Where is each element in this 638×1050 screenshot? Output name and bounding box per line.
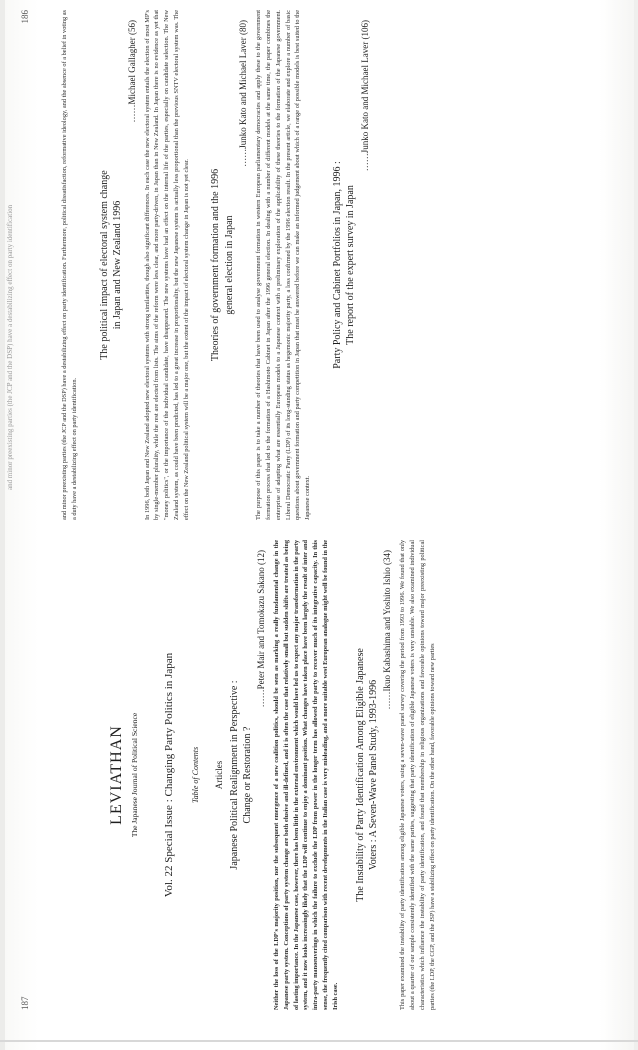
article-3 — [98, 10, 192, 520]
article-1-author: ……Peter Mair and Tomokazu Sakano (12) — [256, 550, 266, 708]
page-number-right: 186 — [20, 10, 30, 24]
article-4-title-line1: Theories of government formation and the 1996 — [210, 168, 222, 362]
article-2-title-line2: Voters : A Seven-Wave Panel Study, 1993-1996 — [368, 679, 380, 871]
article-2-title-line1: The Instability of Party Identification Among Eligible Japanese — [355, 648, 367, 902]
article-5-title-line1: Party Policy and Cabinet Portfolios in Japan, 1996 : — [331, 161, 343, 369]
page-number-left: 187 — [20, 996, 30, 1010]
article-3-title-line2: in Japan and New Zealand 1996 — [112, 200, 123, 330]
continuation-text: and minor preexisting parties (the JCP and the DSP) have a destabilizing effect on party identification. Furthermore, political dissatisfaction, reformative ideology, and the absence of a belief in voting as a duty have a destabilizing effect on party identification. — [61, 10, 78, 520]
article-3-author: ……Michael Gallagher (56) — [126, 20, 137, 123]
right-page — [20, 10, 620, 520]
article-2-abstract: This paper examined the instability of party identification among eligible Japanese voters, using a seven-wave panel survey covering the period from 1993 to 1996. We found that only about a quarter of our sample consistently identified with the same parties, suggesting that party identification of eligible Japanese voters is very unstable. We also examined individual characteristics which influence the instability of party identification, and found that membership in religious organizations and favorable opinions toward major preexisting political parties (the LDP, the CGP, and the JSP) have a stabilizing effect on party identification. On the other hand, favorable opinions toward new parties — [399, 540, 436, 1010]
issue-title: Vol. 22 Special Issue : Changing Party Politics in Japan — [163, 652, 175, 898]
article-4-author: ……Junko Kato and Michael Laver (80) — [238, 20, 249, 167]
article-1-title-line2: Change or Restoration ? — [242, 726, 253, 824]
toc-label: Table of Contents — [191, 746, 200, 804]
running-head: and minor preexisting parties (the JCP and the DSP) have a destabilizing effect on party identification — [6, 204, 14, 490]
article-2-author: ……Ikuo Kabashima and Yoshito Ishio (34) — [382, 550, 393, 710]
article-4 — [209, 10, 313, 520]
article-1 — [228, 540, 340, 1010]
article-5-author: ……Junko Kato and Michael Laver (106) — [359, 20, 370, 172]
article-5 — [331, 10, 370, 520]
article-4-abstract: The purpose of this paper is to take a number of theories that have been used to analyse government formation in western European parliamentary democracies and apply these to the government formation process that led to the formation of a Hashimoto Cabinet in Japan after the 1996 general election. In dealing with a number of different models at the same time, the paper combines the enterprise of adapting what are essentially European models to a Japanese context with a preliminary exploration of the applicability of these theories to the formation of the Japanese government. Liberal Democratic Party (LDP) of its long-standing status as hegemonic majority party, a loss confirmed by the 1996 election result. In the present article, we elaborate and explore a number of basic questions about government formation and party competition in Japan that must be answered before we can make an informed judgement about which of a range of possible models is best suited to the Japanese context. — [255, 10, 311, 520]
article-1-title-line1: Japanese Political Realignment in Perspective : — [229, 680, 240, 870]
article-3-abstract: In 1996, both Japan and New Zealand adopted new electoral systems with strong similarities, though also significant differences. In each case the new electoral system entails the election of most MP's by single-member plurality, while the rest are elected from lists. The aims of the reform were less clear, and more party-driven, in Japan than in New Zealand. In Japan there is no evidence as yet that "money politics", or the importance of the individual candidate, have disappeared. The new systems have had an effect on the internal life of the parties, especially on candidate selection. The New Zealand system, as could have been predicted, has led to a great increase in proportionality, but the new Japanese system is actually less proportional than the previous SNTV electoral system was. The effect on the New Zealand political system will be a major one, but the extent of the impact of electoral system change in Japan is not yet clear. — [143, 10, 190, 520]
bottom-scan-line — [0, 1040, 638, 1042]
journal-subtitle: The Japanese Journal of Political Science — [130, 712, 139, 838]
article-3-title-line1: The political impact of electoral system change — [98, 170, 110, 360]
article-2 — [354, 540, 437, 1010]
articles-heading: Articles — [214, 760, 224, 790]
article-1-abstract: Neither the loss of the LDP's majority position, nor the subsequent emergence of a new coalition politics, should be seen as marking a really fundamental change in the Japanese party system. Conceptions of party system change are both elusive and ill-defined, and it is often the case that relatively small but sudden shifts are treated as being of lasting importance. In the Japanese case, however, there has been little in the external environment which would have led us to expect any major transformation in the party system, and it now looks increasingly likely that the LDP will continue to enjoy a dominant position. What changes have taken place have been largely the result of inter and intra-party manoeuverings in which the failure to exclude the LDP from power in the longer term has allowed the party to recover much of its integrative capacity. In this sense, the frequently cited comparison with recent developments in the Italian case is very misleading, and a more suitable west European analogue might well be found in the Irish case. — [273, 540, 339, 1010]
article-4-title-line2: general election in Japan — [223, 215, 235, 315]
left-page — [20, 540, 620, 1010]
journal-title: LEVIATHAN — [108, 725, 125, 825]
article-5-title-line2: The report of the expert survey in Japan — [345, 185, 357, 345]
